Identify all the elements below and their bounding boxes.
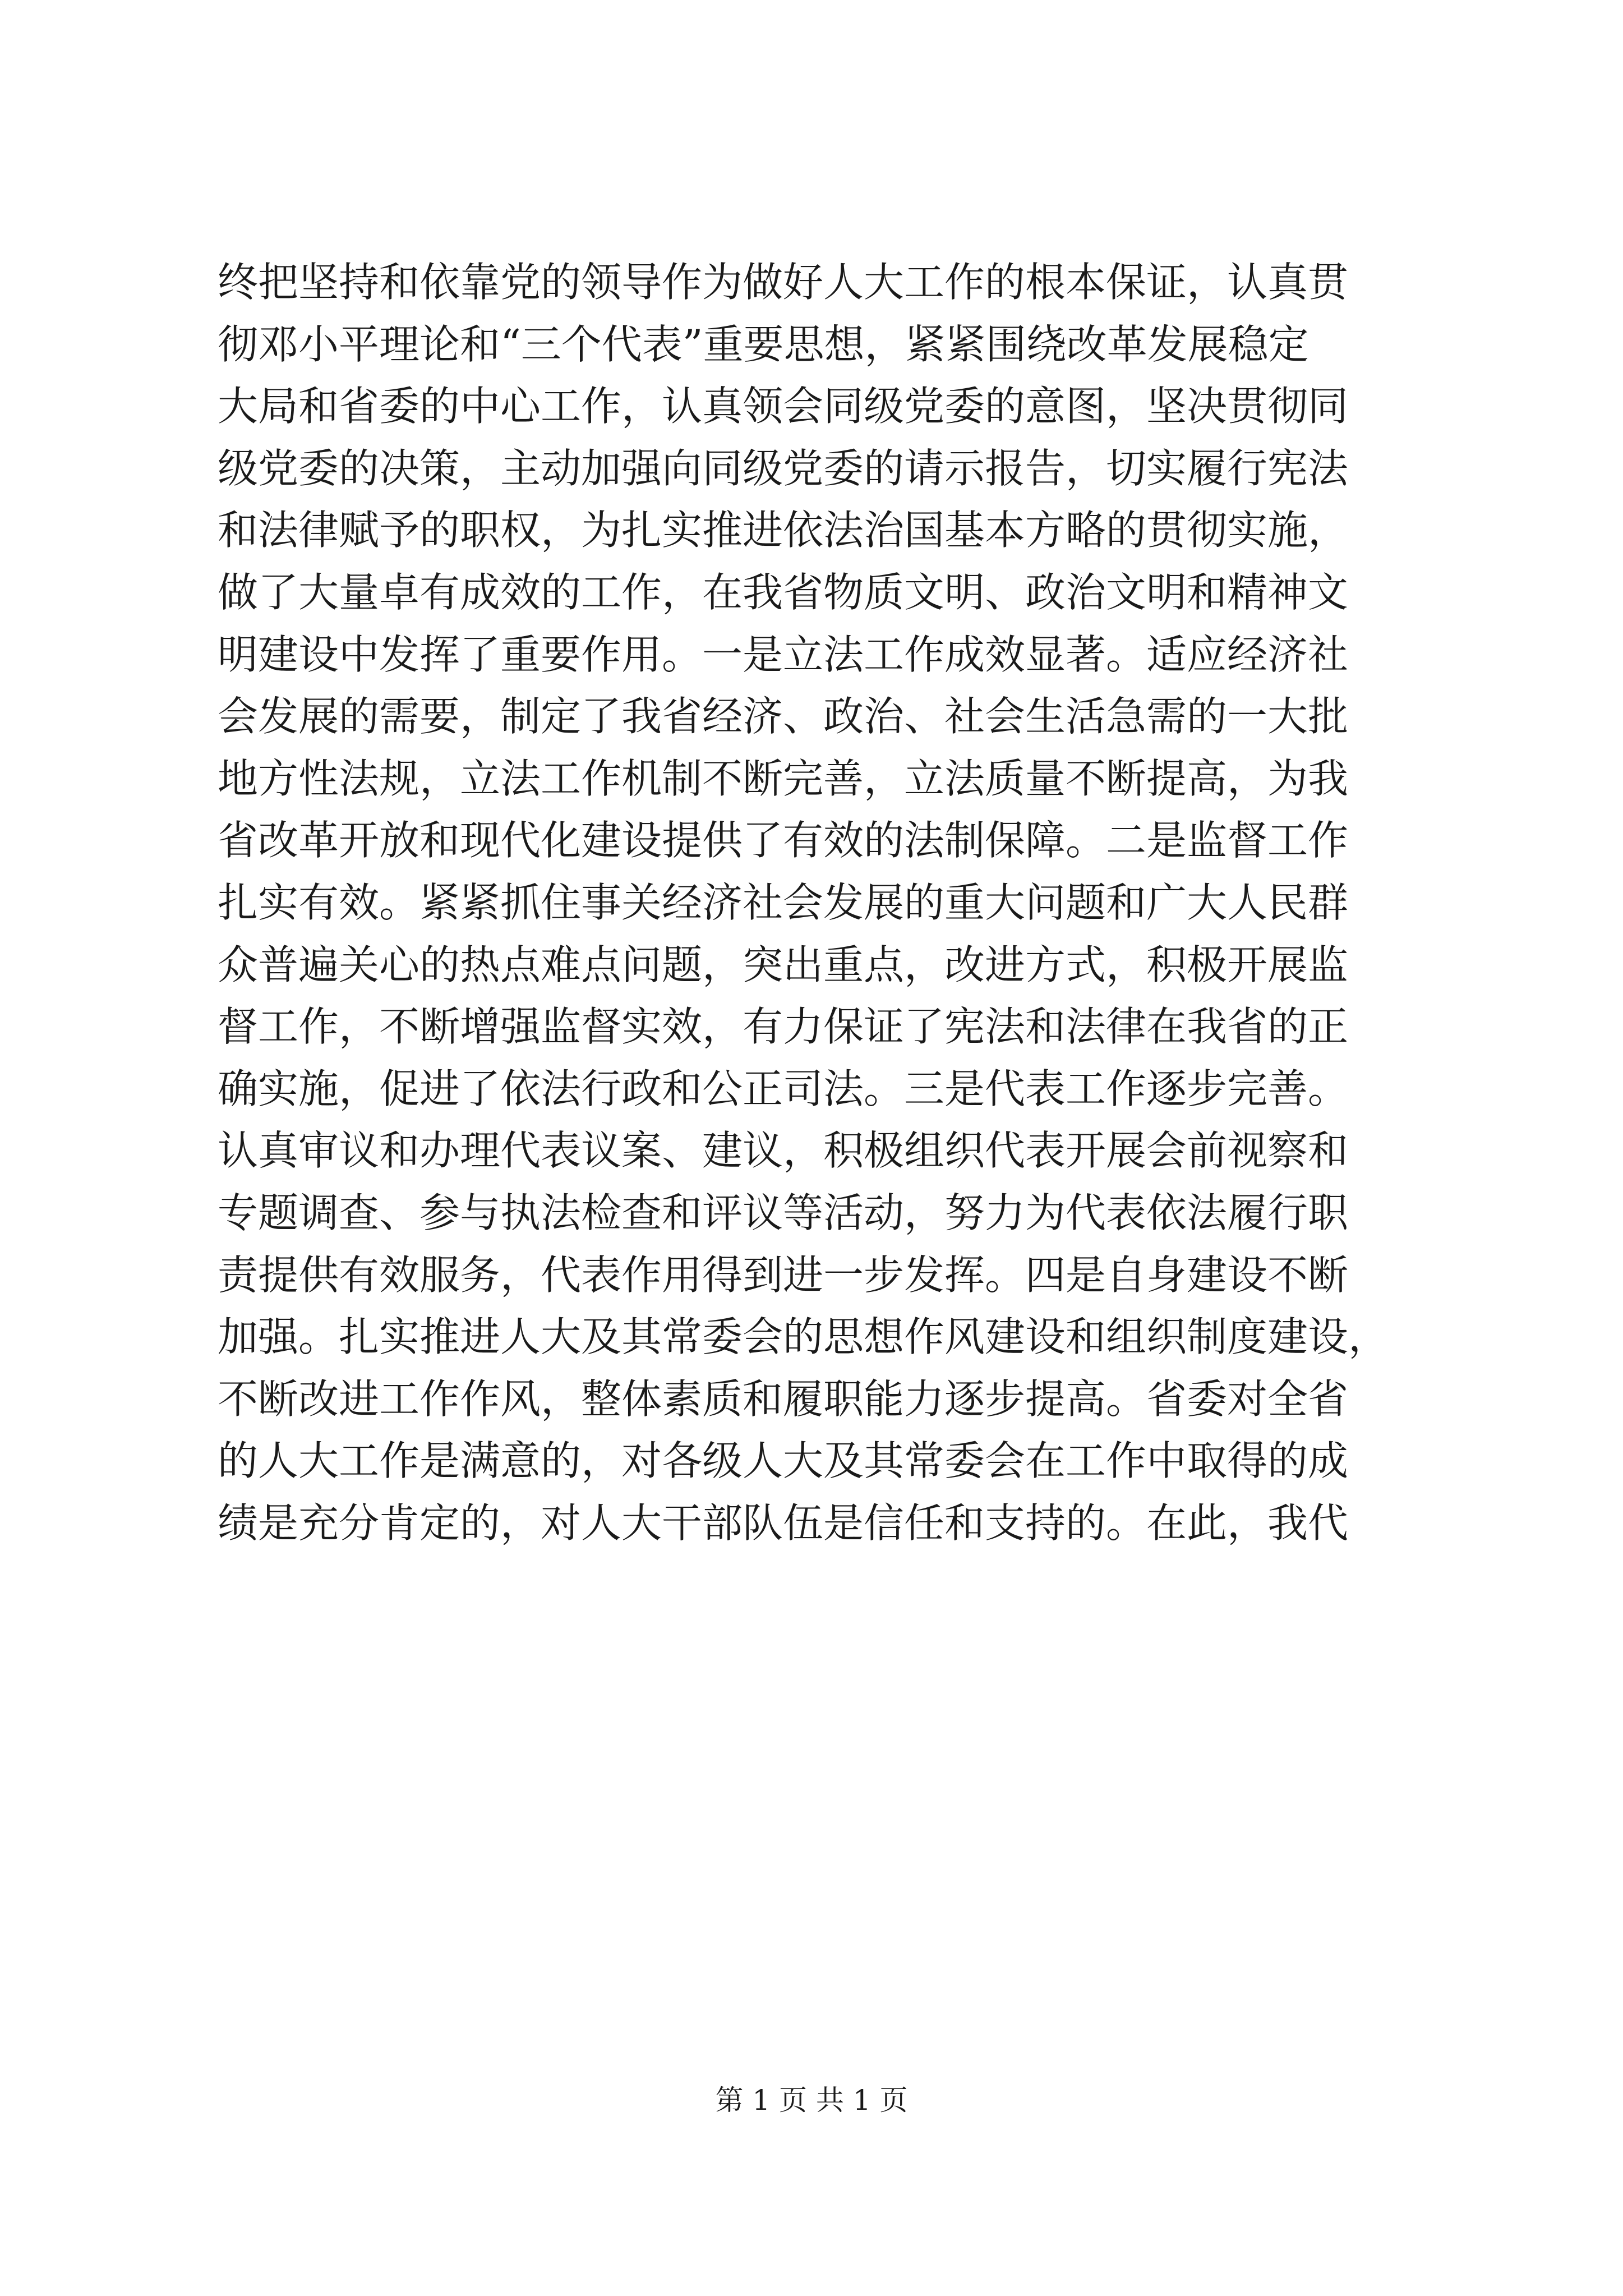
text-line: 和法律赋予的职权，为扎实推进依法治国基本方略的贯彻实施， (218, 507, 1349, 554)
body-paragraph (218, 251, 1418, 1554)
page-footer (0, 2078, 1623, 2118)
text-line: 省改革开放和现代化建设提供了有效的法制保障。二是监督工作 (218, 817, 1349, 864)
text-line: 不断改进工作作风，整体素质和履职能力逐步提高。省委对全省 (218, 1375, 1349, 1423)
text-line: 级党委的决策，主动加强向同级党委的请示报告，切实履行宪法 (218, 444, 1349, 492)
page-number-label: 第 1 页 共 1 页 (715, 2084, 908, 2116)
text-line: 做了大量卓有成效的工作，在我省物质文明、政治文明和精神文 (218, 568, 1349, 616)
text-line: 大局和省委的中心工作，认真领会同级党委的意图，坚决贯彻同 (218, 383, 1349, 430)
text-line: 扎实有效。紧紧抓住事关经济社会发展的重大问题和广大人民群 (218, 878, 1349, 926)
text-line: 确实施，促进了依法行政和公正司法。三是代表工作逐步完善。 (218, 1065, 1349, 1112)
text-line: 众普遍关心的热点难点问题，突出重点，改进方式，积极开展监 (218, 941, 1349, 988)
text-line: 绩是充分肯定的，对人大干部队伍是信任和支持的。在此，我代 (218, 1499, 1349, 1547)
text-line: 加强。扎实推进人大及其常委会的思想作风建设和组织制度建设， (218, 1313, 1389, 1361)
text-line: 彻邓小平理论和“三个代表”重要思想，紧紧围绕改革发展稳定 (218, 320, 1309, 368)
text-line: 责提供有效服务，代表作用得到进一步发挥。四是自身建设不断 (218, 1251, 1349, 1299)
text-line: 的人大工作是满意的，对各级人大及其常委会在工作中取得的成 (218, 1437, 1349, 1485)
text-line: 督工作，不断增强监督实效，有力保证了宪法和法律在我省的正 (218, 1003, 1349, 1051)
text-line: 认真审议和办理代表议案、建议，积极组织代表开展会前视察和 (218, 1127, 1349, 1175)
text-line: 会发展的需要，制定了我省经济、政治、社会生活急需的一大批 (218, 693, 1349, 740)
text-line: 明建设中发挥了重要作用。一是立法工作成效显著。适应经济社 (218, 631, 1349, 678)
text-line: 专题调查、参与执法检查和评议等活动，努力为代表依法履行职 (218, 1189, 1349, 1236)
text-line: 终把坚持和依靠党的领导作为做好人大工作的根本保证，认真贯 (218, 259, 1349, 306)
text-line: 地方性法规，立法工作机制不断完善，立法质量不断提高，为我 (218, 754, 1349, 802)
